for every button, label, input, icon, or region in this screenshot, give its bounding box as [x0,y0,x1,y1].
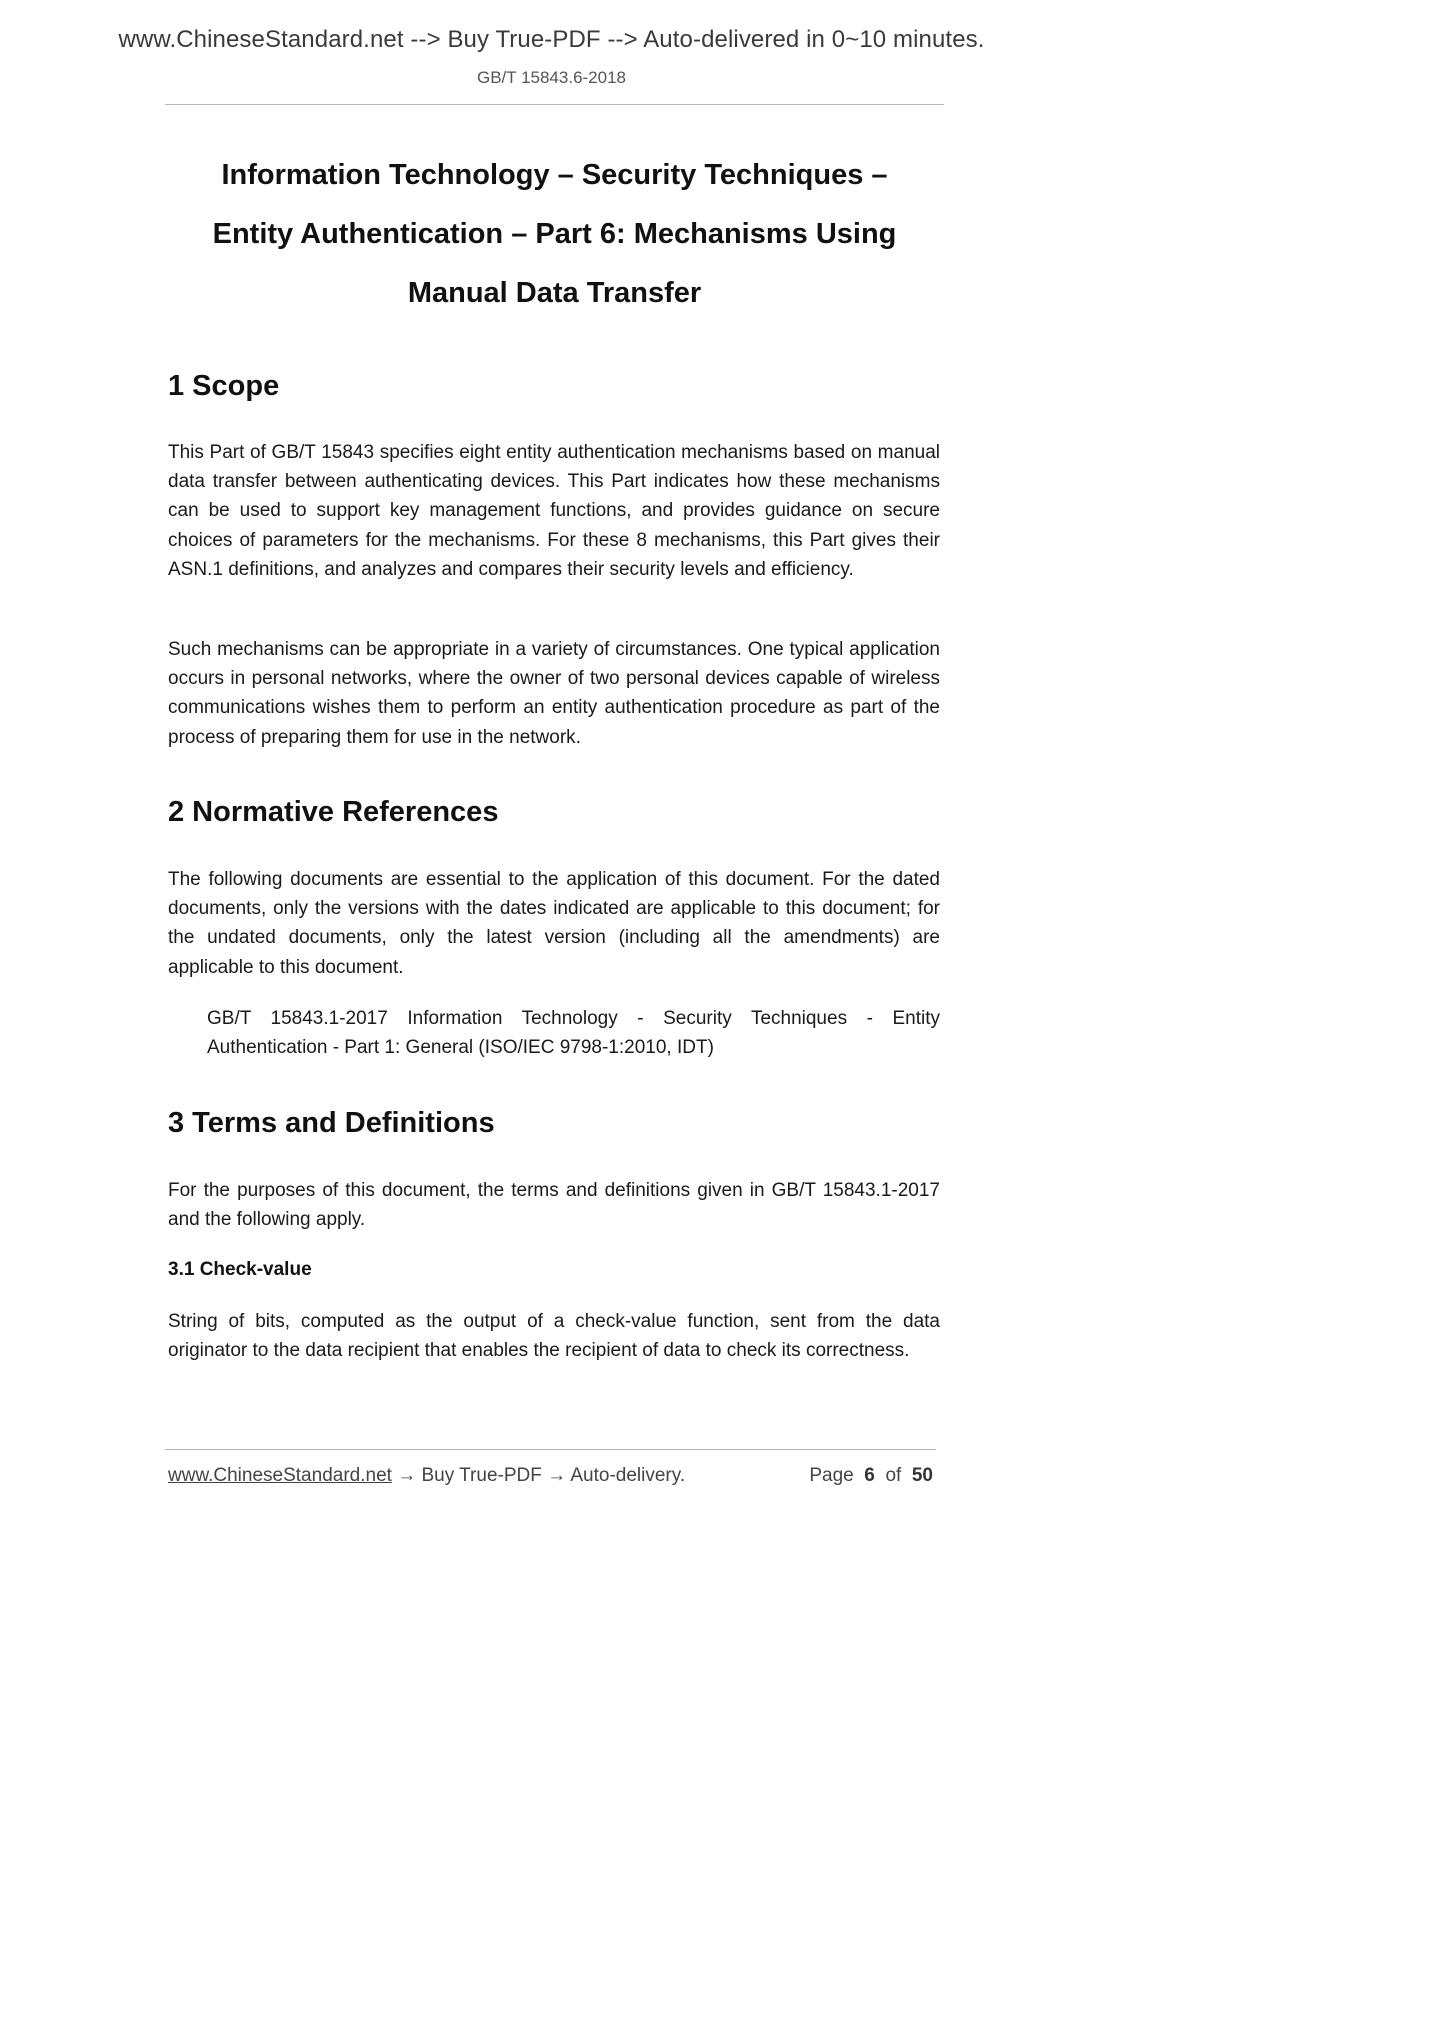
references-paragraph: The following documents are essential to the application of this document. For the dated documents, only the versions with the dates indicated are applicable to this document; for the undated documents, only the latest version (including all the amendments) are applicable to this document. [168,869,940,978]
page-word: Page [809,1465,854,1486]
footer-text: → Buy True-PDF → Auto-delivery. [391,1465,686,1486]
title-line-1: Information Technology – Security Techniques – [221,159,888,191]
footer-site-link[interactable]: www.ChineseStandard.net [168,1465,392,1486]
page-footer [168,1465,933,1487]
subsection-heading-check-value: 3.1 Check-value [168,1259,312,1280]
check-value-definition: String of bits, computed as the output of a check-value function, sent from the data originator to the data recipient that enables the recipient of data to check its correctness. [168,1311,940,1362]
title-line-3: Manual Data Transfer [407,277,702,309]
document-code: GB/T 15843.6-2018 [476,68,626,87]
header-divider [165,104,944,105]
page-total: 50 [911,1465,933,1486]
section-heading-normative-references: 2 Normative References [168,796,499,828]
scope-paragraph-2: Such mechanisms can be appropriate in a variety of circumstances. One typical application occurs in personal networks, where the owner of two personal devices capable of wireless communications wishes them to perform an entity authentication procedure as part of the process of preparing them for use in the network. [168,639,940,748]
page-indicator [809,1465,933,1487]
page-number: 6 [864,1465,875,1486]
footer-divider [165,1449,936,1450]
section-heading-terms-definitions: 3 Terms and Definitions [168,1107,495,1139]
title-line-2: Entity Authentication – Part 6: Mechanisms Using [212,218,897,250]
scope-paragraph-1: This Part of GB/T 15843 specifies eight entity authentication mechanisms based on manual data transfer between authenticating devices. This Part indicates how these mechanisms can be used to support key management functions, and provides guidance on secure choices of parameters for the mechanisms. For these 8 mechanisms, this Part gives their ASN.1 definitions, and analyzes and compares their security levels and efficiency. [168,442,940,580]
reference-item: GB/T 15843.1-2017 Information Technology - Security Techniques - Entity Authentication - Part 1: General (ISO/IEC 9798-1:2010, IDT) [207,1008,940,1059]
document-title [165,146,944,323]
terms-paragraph: For the purposes of this document, the terms and definitions given in GB/T 15843.1-2017 and the following apply. [168,1180,940,1231]
of-word: of [885,1465,902,1486]
top-banner: www.ChineseStandard.net --> Buy True-PDF --> Auto-delivered in 0~10 minutes. [118,26,985,53]
section-heading-scope: 1 Scope [168,370,280,402]
